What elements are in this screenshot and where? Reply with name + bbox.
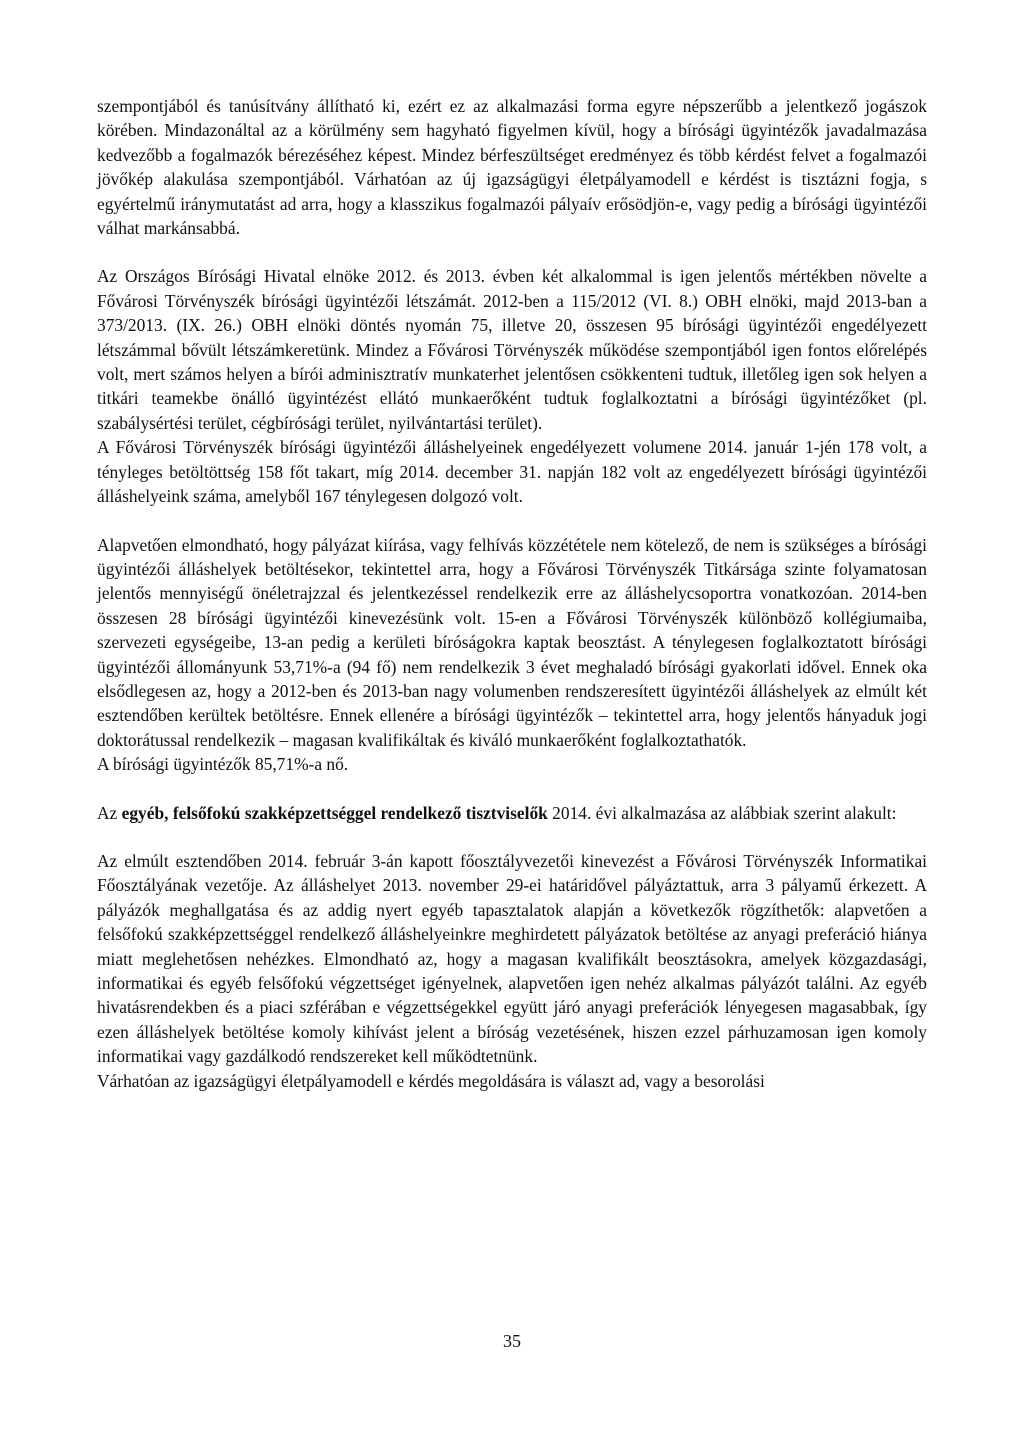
document-page [97, 94, 927, 1093]
text-suffix: 2014. évi alkalmazása az alábbiak szerint alakult: [547, 802, 897, 823]
spacer [97, 509, 927, 533]
paragraph-palyazat: Alapvetően elmondható, hogy pályázat kiírása, vagy felhívás közzététele nem kötelező, de nem is szükséges a bírósági ügyintézői álláshelyek betöltésekor, tekintettel arra, hogy a Fővárosi Törvényszék Titkársága szinte folyamatosan jelentős mennyiségű önéletrajzzal és jelentkezéssel rendelkezik erre az álláshelycsoportra vonatkozóan. 2014-ben összesen 28 bírósági ügyintézői kinevezésünk volt. 15-en a Fővárosi Törvényszék különböző kollégiumaiba, szervezeti egységeibe, 13-an pedig a kerületi bíróságokra kaptak beosztást. A ténylegesen foglalkoztatott bírósági ügyintézői állományunk 53,71%-a (94 fő) nem rendelkezik 3 évet meghaladó bírósági gyakorlati idővel. Ennek oka elsődlegesen az, hogy a 2012-ben és 2013-ban nagy volumenben rendszeresített ügyintézői álláshelyek az elmúlt két esztendőben kerültek betöltésre. Ennek ellenére a bírósági ügyintézők – tekintettel arra, hogy jelentős hányaduk jogi doktorátussal rendelkezik – magasan kvalifikáltak és kiváló munkaerőként foglalkoztathatók. [97, 534, 927, 750]
text-prefix: Az [97, 802, 122, 823]
paragraph-fogalmazok: szempontjából és tanúsítvány állítható ki, ezért ez az alkalmazási forma egyre népszerűbb a jelentkező jogászok körében. Mindazonáltal az a körülmény sem hagyható figyelmen kívül, hogy a bírósági ügyintézők javadalmazása kedvezőbb a fogalmazók bérezéséhez képest. Mindez bérfeszültséget eredményez és több kérdést felvet a fogalmazói jövőkép alakulása szempontjából. Várhatóan az új igazságügyi életpályamodell e kérdést is tisztázni fogja, s egyértelmű iránymutatást ad arra, hogy a klasszikus fogalmazói pályaív erősödjön-e, vagy pedig a bírósági ügyintézői válhat markánsabbá. [97, 96, 927, 239]
paragraph-no-arany: A bírósági ügyintézők 85,71%-a nő. [97, 754, 349, 775]
paragraph-eletpalyamodell: Várhatóan az igazságügyi életpályamodell e kérdés megoldására is választ ad, vagy a besorolási [97, 1070, 765, 1091]
bold-heading: egyéb, felsőfokú szakképzettséggel rendelkező tisztviselők [121, 802, 548, 823]
paragraph-egyeb-tisztviselok [97, 801, 927, 825]
spacer [97, 777, 927, 801]
spacer [97, 825, 927, 849]
paragraph-obh-letszam: Az Országos Bírósági Hivatal elnöke 2012. és 2013. évben két alkalommal is igen jelentős mértékben növelte a Fővárosi Törvényszék bírósági ügyintézői létszámát. 2012-ben a 115/2012 (VI. 8.) OBH elnöki, majd 2013-ban a 373/2013. (IX. 26.) OBH elnöki döntés nyomán 75, illetve 20, összesen 95 bírósági ügyintézői engedélyezett létszámmal bővült létszámkeretünk. Mindez a Fővárosi Törvényszék működése szempontjából igen fontos előrelépés volt, mert számos helyen a bírói adminisztratív munkaterhet jelentősen csökkenteni tudtuk, illetőleg igen sok helyen a titkári teamekbe önálló ügyintézést ellátó munkaerőként tudtuk foglalkoztatni a bírósági ügyintézőket (pl. szabálysértési terület, cégbírósági terület, nyilvántartási terület). [97, 266, 927, 433]
spacer [97, 240, 927, 264]
paragraph-informatikai-fooszt: Az elmúlt esztendőben 2014. február 3-án kapott főosztályvezetői kinevezést a Fővárosi Törvényszék Informatikai Főosztályának vezetője. Az álláshelyet 2013. november 29-ei határidővel pályáztattuk, arra 3 pályamű érkezett. A pályázók meghallgatása és az addig nyert egyéb tapasztalatok alapján a következők rögzíthetők: alapvetően a felsőfokú szakképzettséggel rendelkező álláshelyeinkre meghirdetett pályázatok betöltése az anyagi preferáció hiánya miatt meglehetősen nehézkes. Elmondható az, hogy a magasan kvalifikált beosztásokra, amelyek közgazdasági, informatikai és egyéb felsőfokú végzettséget igényelnek, alapvetően igen nehéz alkalmas pályázót találni. Az egyéb hivatásrendekben és a piaci szférában e végzettségekkel együtt járó anyagi preferációk lényegesen magasabbak, így ezen álláshelyek betöltése komoly kihívást jelent a bíróság vezetésének, hiszen ezzel párhuzamosan igen komoly informatikai vagy gazdálkodó rendszereket kell működtetnünk. [97, 850, 927, 1067]
page-number: 35 [503, 1331, 521, 1351]
paragraph-allashely-volumen: A Fővárosi Törvényszék bírósági ügyintézői álláshelyeinek engedélyezett volumene 2014. január 1-jén 178 volt, a tényleges betöltöttség 158 főt takart, míg 2014. december 31. napján 182 volt az engedélyezett bírósági ügyintézői álláshelyeink száma, amelyből 167 ténylegesen dolgozó volt. [97, 437, 927, 507]
